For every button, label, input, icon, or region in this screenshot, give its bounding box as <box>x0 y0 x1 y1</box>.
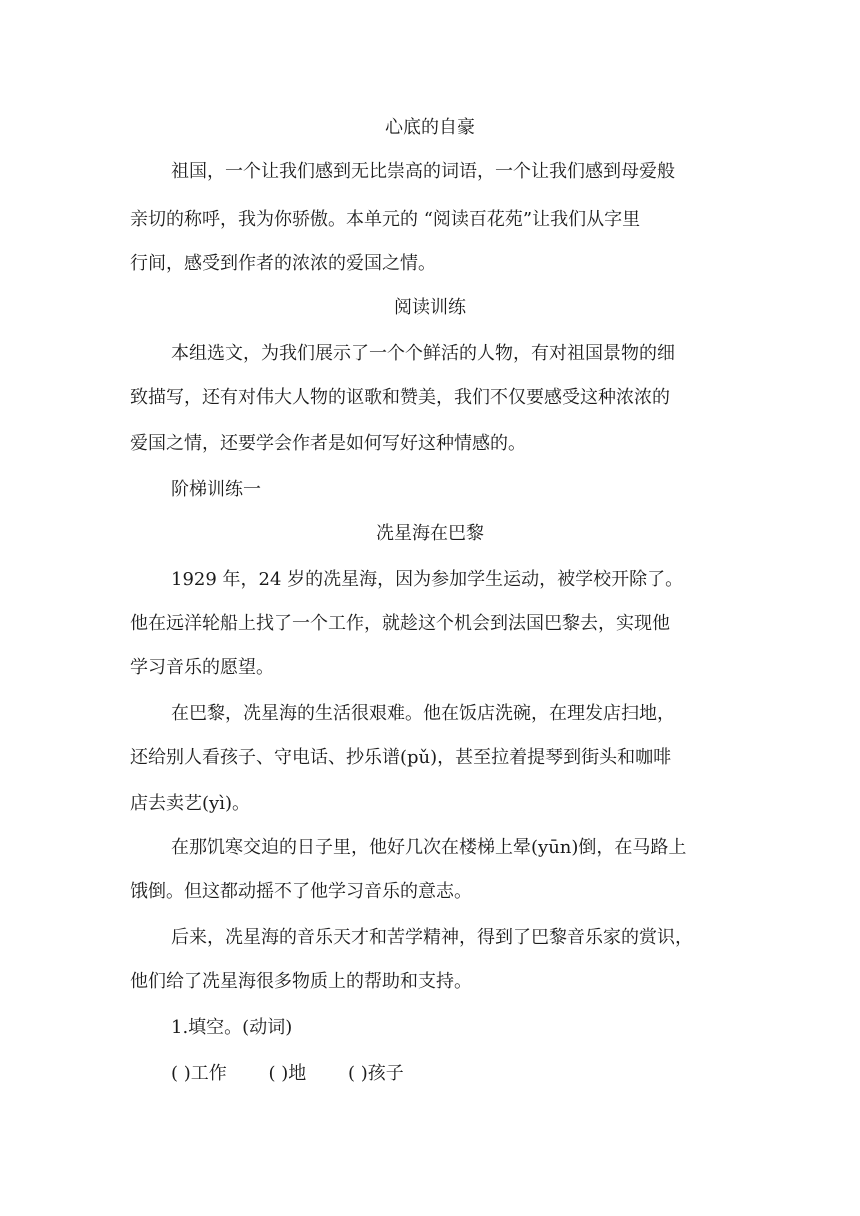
paragraph-line: 1929 年，24 岁的冼星海，因为参加学生运动，被学校开除了。 <box>171 569 684 590</box>
paragraph-line: 后来，冼星海的音乐天才和苦学精神，得到了巴黎音乐家的赏识， <box>171 927 693 948</box>
fill-blank: ( )工作 <box>171 1063 227 1084</box>
intro-line: 亲切的称呼，我为你骄傲。本单元的 “阅读百花苑”让我们从字里 <box>130 209 641 230</box>
paragraph-line: 在巴黎，冼星海的生活很艰难。他在饭店洗碗，在理发店扫地， <box>171 703 675 724</box>
intro-line: 行间，感受到作者的浓浓的爱国之情。 <box>130 253 436 274</box>
intro-line: 祖国，一个让我们感到无比崇高的词语，一个让我们感到母爱般 <box>171 161 675 182</box>
paragraph-line: 学习音乐的愿望。 <box>130 657 274 678</box>
paragraph-line: 还给别人看孩子、守电话、抄乐谱(pǔ)，甚至拉着提琴到街头和咖啡 <box>130 747 672 768</box>
exercise-label: 阶梯训练一 <box>171 479 261 500</box>
title: 心底的自豪 <box>385 117 475 138</box>
fill-blank: ( )孩子 <box>348 1063 404 1084</box>
paragraph-line: 在那饥寒交迫的日子里，他好几次在楼梯上晕(yūn)倒，在马路上 <box>171 837 687 858</box>
passage-title: 冼星海在巴黎 <box>376 523 484 544</box>
paragraph-line: 他在远洋轮船上找了一个工作，就趁这个机会到法国巴黎去，实现他 <box>130 613 670 634</box>
section-intro-line: 爱国之情，还要学会作者是如何写好这种情感的。 <box>130 433 526 454</box>
section-title: 阅读训练 <box>394 297 466 318</box>
paragraph-line: 他们给了冼星海很多物质上的帮助和支持。 <box>130 971 472 992</box>
question: 1.填空。(动词) <box>171 1017 293 1038</box>
paragraph-line: 店去卖艺(yì)。 <box>130 793 250 814</box>
section-intro-line: 本组选文，为我们展示了一个个鲜活的人物，有对祖国景物的细 <box>171 343 675 364</box>
fill-blank-row <box>171 1062 404 1086</box>
paragraph-line: 饿倒。但这都动摇不了他学习音乐的意志。 <box>130 881 472 902</box>
fill-blank: ( )地 <box>268 1063 307 1084</box>
section-intro-line: 致描写，还有对伟大人物的讴歌和赞美，我们不仅要感受这种浓浓的 <box>130 387 670 408</box>
